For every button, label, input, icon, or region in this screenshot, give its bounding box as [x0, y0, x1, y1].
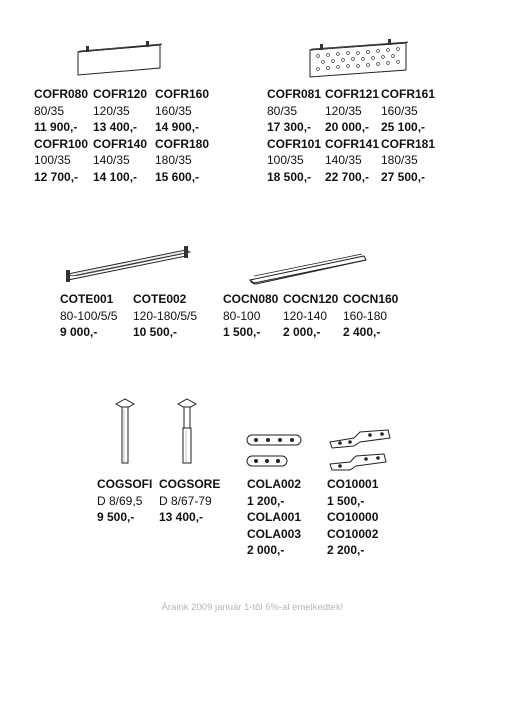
- cofr-perforated-table: [267, 86, 439, 185]
- table-column: [267, 86, 325, 185]
- product-price: 11 900,-: [34, 120, 78, 134]
- product-code: CO10000: [327, 510, 379, 524]
- product-size: 80/35: [34, 103, 65, 118]
- product-size: 180/35: [155, 153, 192, 167]
- table-column: [133, 291, 213, 341]
- cable-channel-icon: [246, 248, 370, 288]
- leg-re-icon: [176, 398, 198, 466]
- table-column: [97, 476, 159, 526]
- product-price: 13 400,-: [93, 120, 138, 134]
- product-code: COCN080: [223, 292, 279, 306]
- product-size: 120/35: [93, 103, 130, 118]
- cable-tray-icon: [62, 240, 194, 290]
- product-size: 80-100: [223, 308, 261, 323]
- product-price: 2 000,-: [283, 325, 321, 339]
- product-price: 14 900,-: [155, 120, 200, 134]
- product-price: 15 600,-: [155, 169, 200, 184]
- product-code: COFR161: [381, 87, 436, 101]
- table-column: [343, 291, 403, 341]
- table-column: [223, 291, 283, 341]
- product-size: 120-140: [283, 308, 328, 323]
- product-price: 9 500,-: [97, 510, 135, 524]
- product-code: COLA003: [247, 526, 302, 541]
- product-code: COFR101: [267, 136, 322, 151]
- product-code: COCN160: [343, 292, 399, 306]
- product-code: COFR181: [381, 136, 436, 151]
- product-price: 13 400,-: [159, 510, 204, 524]
- product-size: 80-100/5/5: [60, 308, 118, 323]
- product-code: COGSORE: [159, 477, 221, 491]
- product-size: D 8/69,5: [97, 493, 143, 508]
- product-size: 120-180/5/5: [133, 308, 198, 323]
- product-price: 1 200,-: [247, 493, 285, 508]
- product-size: 160/35: [381, 103, 418, 118]
- product-price: 10 500,-: [133, 325, 178, 339]
- product-price: 1 500,-: [327, 493, 365, 508]
- product-price: 1 500,-: [223, 325, 261, 339]
- product-price: 22 700,-: [325, 169, 370, 184]
- perforated-panel-icon: [306, 38, 410, 82]
- product-price: 2 200,-: [327, 543, 365, 557]
- table-column: [325, 86, 381, 185]
- product-code: COFR081: [267, 87, 322, 101]
- product-size: 120/35: [325, 103, 362, 118]
- product-price: 18 500,-: [267, 169, 312, 184]
- table-column: [34, 86, 93, 185]
- product-price: 14 100,-: [93, 169, 138, 184]
- table-column: [60, 291, 133, 341]
- table-column: [283, 291, 343, 341]
- product-code: COFR100: [34, 136, 89, 151]
- product-size: 100/35: [34, 153, 71, 167]
- table-column: [155, 86, 217, 185]
- product-code: COFR160: [155, 87, 210, 101]
- product-size: 80/35: [267, 103, 298, 118]
- product-code: COGSOFI: [97, 477, 153, 491]
- bracket-plates-icon: [326, 428, 396, 474]
- product-size: 180/35: [381, 153, 418, 167]
- table-column: [159, 476, 229, 526]
- cola-co-table: [247, 476, 407, 559]
- product-price: 25 100,-: [381, 120, 426, 134]
- product-size: D 8/67-79: [159, 493, 212, 508]
- product-code: COFR121: [325, 87, 380, 101]
- product-code: CO10002: [327, 526, 379, 541]
- product-price: 17 300,-: [267, 120, 312, 134]
- product-code: CO10001: [327, 477, 379, 491]
- solid-panel-icon: [74, 40, 164, 78]
- cofr-solid-table: [34, 86, 217, 185]
- product-size: 100/35: [267, 153, 304, 167]
- product-size: 160-180: [343, 308, 388, 323]
- table-column: [381, 86, 439, 185]
- product-price: 2 000,-: [247, 543, 285, 557]
- product-size: 140/35: [325, 153, 362, 167]
- product-code: COFR180: [155, 136, 210, 151]
- product-code: COFR080: [34, 87, 89, 101]
- price-notice: Áraink 2009 január 1-től 6%-al emelkedtek!: [161, 602, 344, 613]
- product-code: COCN120: [283, 292, 339, 306]
- product-code: COFR140: [93, 136, 148, 151]
- product-code: COTE001: [60, 292, 114, 306]
- product-price: 20 000,-: [325, 120, 370, 134]
- cogs-table: [97, 476, 229, 526]
- product-code: COLA002: [247, 477, 302, 491]
- product-price: 12 700,-: [34, 169, 79, 184]
- product-code: COFR141: [325, 136, 380, 151]
- product-price: 27 500,-: [381, 169, 426, 184]
- product-size: 160/35: [155, 103, 192, 118]
- table-column: [93, 86, 155, 185]
- product-price: 2 400,-: [343, 325, 381, 339]
- product-code: COLA001: [247, 510, 302, 524]
- cocn-table: [223, 291, 403, 341]
- product-code: COTE002: [133, 292, 187, 306]
- product-size: 140/35: [93, 153, 130, 167]
- product-code: COFR120: [93, 87, 148, 101]
- cote-table: [60, 291, 213, 341]
- connector-plates-icon: [244, 432, 306, 472]
- table-column: [247, 476, 327, 559]
- leg-fi-icon: [114, 398, 136, 466]
- table-column: [327, 476, 407, 559]
- product-price: 9 000,-: [60, 325, 98, 339]
